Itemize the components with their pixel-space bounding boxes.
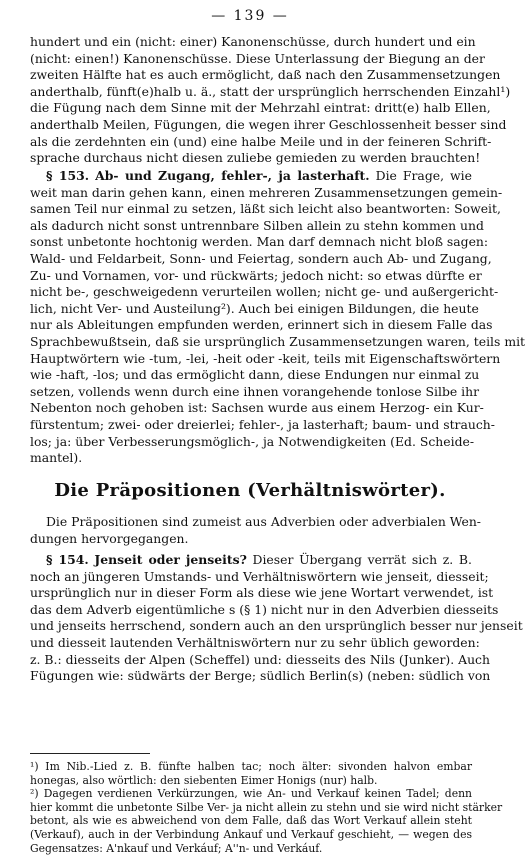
paragraph-fractions <box>30 34 511 167</box>
text-line: setzen, vollends wenn durch eine ihnen vorangehende tonlose Silbe ihr <box>30 383 480 399</box>
footnotes <box>30 760 503 855</box>
text-run: Dieser Übergang verrät sich z. B. <box>252 552 472 567</box>
section-154-first-line <box>30 552 472 569</box>
section-number: § 153. <box>46 168 90 183</box>
text-line: nur als Ableitungen empfunden werden, erinnert sich in diesem Falle das <box>30 317 493 333</box>
text-line: Fügungen wie: südwärts der Berge; südlich Berlin(s) (neben: südlich von <box>30 668 491 684</box>
text-line: und jenseits herrschend, sondern auch an den ursprünglich besser nur jenseit <box>30 618 523 634</box>
footnote-line: honegas, also wörtlich: den siebenten Eimer Honigs (nur) halb. <box>30 773 378 787</box>
section-153-first-line <box>30 168 472 185</box>
text-line: als dadurch nicht sonst untrennbare Silben allein zu stehn kommen und <box>30 217 484 233</box>
chapter-heading: Die Präpositionen (Verhältniswörter). <box>54 480 446 501</box>
section-title: Jenseit oder jenseits? <box>94 552 247 567</box>
text-line: (nicht: einen!) Kanonenschüsse. Diese Unterlassung der Biegung an der <box>30 50 485 66</box>
text-line: sprache durchaus nicht diesen zuliebe gemieden zu werden brauchten! <box>30 150 481 166</box>
text-line: anderthalb Meilen, Fügungen, die wegen ihrer Geschlossenheit besser sind <box>30 116 507 132</box>
text-line: fürstentum; zwei- oder dreierlei; fehler-, ja lasterhaft; baum- und strauch- <box>30 416 495 432</box>
text-line: Hauptwörtern wie -tum, -lei, -heit oder -keit, teils mit Eigenschaftswörtern <box>30 350 501 366</box>
footnote-divider <box>30 753 150 754</box>
text-line: Wald- und Feldarbeit, Sonn- und Feiertag, sondern auch Ab- und Zugang, <box>30 250 492 266</box>
paragraph-intro <box>30 514 481 547</box>
text-line: dungen hervorgegangen. <box>30 530 189 546</box>
text-line: mantel). <box>30 450 83 466</box>
text-line: Die Präpositionen sind zumeist aus Adverbien oder adverbialen Wen- <box>46 514 481 529</box>
section-title: Ab- und Zugang, fehler-, ja lasterhaft. <box>95 168 370 183</box>
text-line: die Fügung nach dem Sinne mit der Mehrzahl eintrat: dritt(e) halb Ellen, <box>30 100 491 116</box>
text-line: und diesseit lautenden Verhältniswörtern nur zu sehr üblich geworden: <box>30 634 480 650</box>
footnote-line: ²) Dagegen verdienen Verkürzungen, wie An- und Verkauf keinen Tadel; denn <box>30 787 472 801</box>
text-line: sonst unbetonte hochtonig werden. Man darf demnach nicht bloß sagen: <box>30 234 489 250</box>
section-number: § 154. <box>46 552 89 567</box>
text-line: nicht be-, geschweigedenn verurteilen wollen; nicht ge- und außergericht- <box>30 284 499 300</box>
text-run: Die Frage, wie <box>375 168 472 183</box>
text-line: als die zerdehnten ein (und) eine halbe Meile und in der feineren Schrift- <box>30 133 492 149</box>
text-line: samen Teil nur einmal zu setzen, läßt sich leicht also beantworten: Soweit, <box>30 201 501 217</box>
paragraph-section-154 <box>30 552 523 685</box>
text-line: noch an jüngeren Umstands- und Verhältniswörtern wie jenseit, diesseit; <box>30 568 489 584</box>
paragraph-section-153 <box>30 168 525 467</box>
footnote-line: hier kommt die unbetonte Silbe Ver- ja nicht allein zu stehn und sie wird nicht stärker <box>30 800 503 814</box>
footnote-line: betont, als wie es abweichend von dem Falle, daß das Wort Verkauf allein steht <box>30 814 472 828</box>
text-line: wie -haft, -los; und das ermöglicht dann, diese Endungen nur einmal zu <box>30 367 480 383</box>
footnote-line: ¹) Im Nib.-Lied z. B. fünfte halben tac; noch älter: sivonden halvon embar <box>30 760 472 773</box>
footnote-line: (Verkauf), auch in der Verbindung Ankauf und Verkauf geschieht, — wegen des <box>30 827 472 841</box>
footnote-line: Gegensatzes: A'nkauf und Verkáuf; A''n- und Verkáuf. <box>30 841 323 855</box>
text-line: hundert und ein (nicht: einer) Kanonenschüsse, durch hundert und ein <box>30 34 476 49</box>
text-line: lich, nicht Ver- und Austeilung²). Auch bei einigen Bildungen, die heute <box>30 300 479 316</box>
text-line: los; ja: über Verbesserungsmöglich-, ja Notwendigkeiten (Ed. Scheide- <box>30 433 475 449</box>
text-line: Zu- und Vornamen, vor- und rückwärts; jedoch nicht: so etwas dürfte er <box>30 267 482 283</box>
text-line: Nebenton noch gehoben ist: Sachsen wurde aus einem Herzog- ein Kur- <box>30 400 484 416</box>
text-line: zweiten Hälfte hat es auch ermöglicht, daß nach den Zusammensetzungen <box>30 67 501 83</box>
text-line: ursprünglich nur in dieser Form als diese wie jene Wortart verwendet, ist <box>30 585 494 601</box>
page-number: — 139 — <box>211 8 289 24</box>
text-line: anderthalb, fünft(e)halb u. ä., statt der ursprünglich herrschenden Einzahl¹) <box>30 83 511 99</box>
text-line: das dem Adverb eigentümliche s (§ 1) nicht nur in den Adverbien diesseits <box>30 601 499 617</box>
text-line: Sprachbewußtsein, daß sie ursprünglich Zusammensetzungen waren, teils mit <box>30 333 525 349</box>
text-line: weit man darin gehen kann, einen mehreren Zusammensetzungen gemein- <box>30 184 503 200</box>
text-line: z. B.: diesseits der Alpen (Scheffel) und: diesseits des Nils (Junker). Auch <box>30 651 490 667</box>
